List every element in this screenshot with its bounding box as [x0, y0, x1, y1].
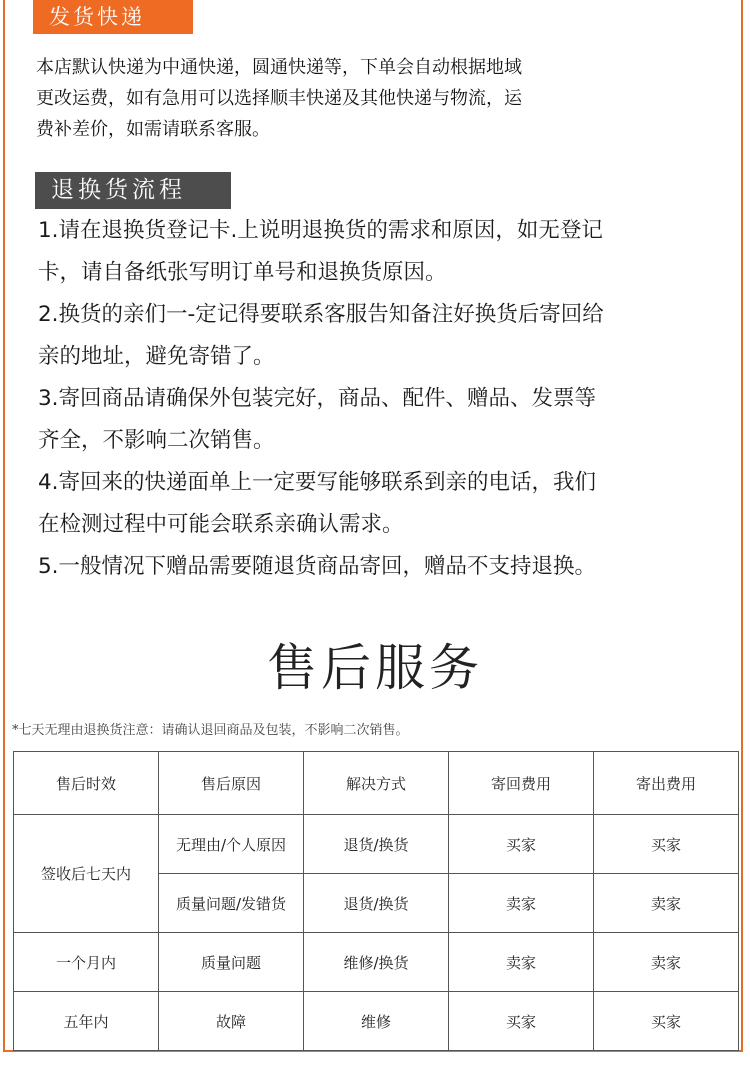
cell-send-fee: 买家 — [594, 992, 739, 1051]
after-sales-table — [13, 751, 739, 1051]
returns-tag: 退换货流程 — [35, 172, 231, 209]
cell-return-fee: 卖家 — [449, 874, 594, 933]
header-period: 售后时效 — [14, 752, 159, 815]
step-line: 卡，请自备纸张写明订单号和退换货原因。 — [38, 260, 447, 285]
step-line: 在检测过程中可能会联系亲确认需求。 — [38, 512, 404, 537]
step-line: 4.寄回来的快递面单上一定要写能够联系到亲的电话，我们 — [38, 470, 597, 495]
cell-solution: 退货/换货 — [304, 874, 449, 933]
cell-period: 一个月内 — [14, 933, 159, 992]
step-line: 5.一般情况下赠品需要随退货商品寄回，赠品不支持退换。 — [38, 554, 597, 579]
step-line: 2.换货的亲们一-定记得要联系客服告知备注好换货后寄回给 — [38, 302, 604, 327]
step-line: 齐全，不影响二次销售。 — [38, 428, 275, 453]
cell-solution: 维修/换货 — [304, 933, 449, 992]
cell-period: 五年内 — [14, 992, 159, 1051]
cell-solution: 维修 — [304, 992, 449, 1051]
shipping-line: 本店默认快递为中通快递，圆通快递等，下单会自动根据地域 — [36, 57, 522, 78]
table-row — [14, 992, 739, 1051]
cell-return-fee: 买家 — [449, 992, 594, 1051]
cell-period: 签收后七天内 — [14, 815, 159, 933]
after-sales-note: *七天无理由退换货注意：请确认退回商品及包装，不影响二次销售。 — [12, 723, 409, 738]
header-reason: 售后原因 — [159, 752, 304, 815]
cell-reason: 无理由/个人原因 — [159, 815, 304, 874]
after-sales-title: 售后服务 — [267, 639, 483, 697]
step-line: 亲的地址，避免寄错了。 — [38, 344, 275, 369]
header-send-fee: 寄出费用 — [594, 752, 739, 815]
cell-reason: 故障 — [159, 992, 304, 1051]
step-line: 1.请在退换货登记卡.上说明退换货的需求和原因，如无登记 — [38, 218, 603, 243]
cell-send-fee: 买家 — [594, 815, 739, 874]
cell-solution: 退货/换货 — [304, 815, 449, 874]
step-line: 3.寄回商品请确保外包装完好，商品、配件、赠品、发票等 — [38, 386, 597, 411]
shipping-line: 更改运费，如有急用可以选择顺丰快递及其他快递与物流，运 — [36, 88, 522, 109]
table-row — [14, 815, 739, 874]
table-row — [14, 933, 739, 992]
cell-reason: 质量问题/发错货 — [159, 874, 304, 933]
shipping-tag: 发货快递 — [33, 0, 193, 34]
table-header-row — [14, 752, 739, 815]
shipping-line: 费补差价，如需请联系客服。 — [36, 119, 270, 140]
header-return-fee: 寄回费用 — [449, 752, 594, 815]
cell-return-fee: 卖家 — [449, 933, 594, 992]
cell-send-fee: 卖家 — [594, 874, 739, 933]
cell-return-fee: 买家 — [449, 815, 594, 874]
returns-steps — [38, 210, 718, 588]
shipping-text — [36, 52, 676, 145]
header-solution: 解决方式 — [304, 752, 449, 815]
cell-reason: 质量问题 — [159, 933, 304, 992]
cell-send-fee: 卖家 — [594, 933, 739, 992]
